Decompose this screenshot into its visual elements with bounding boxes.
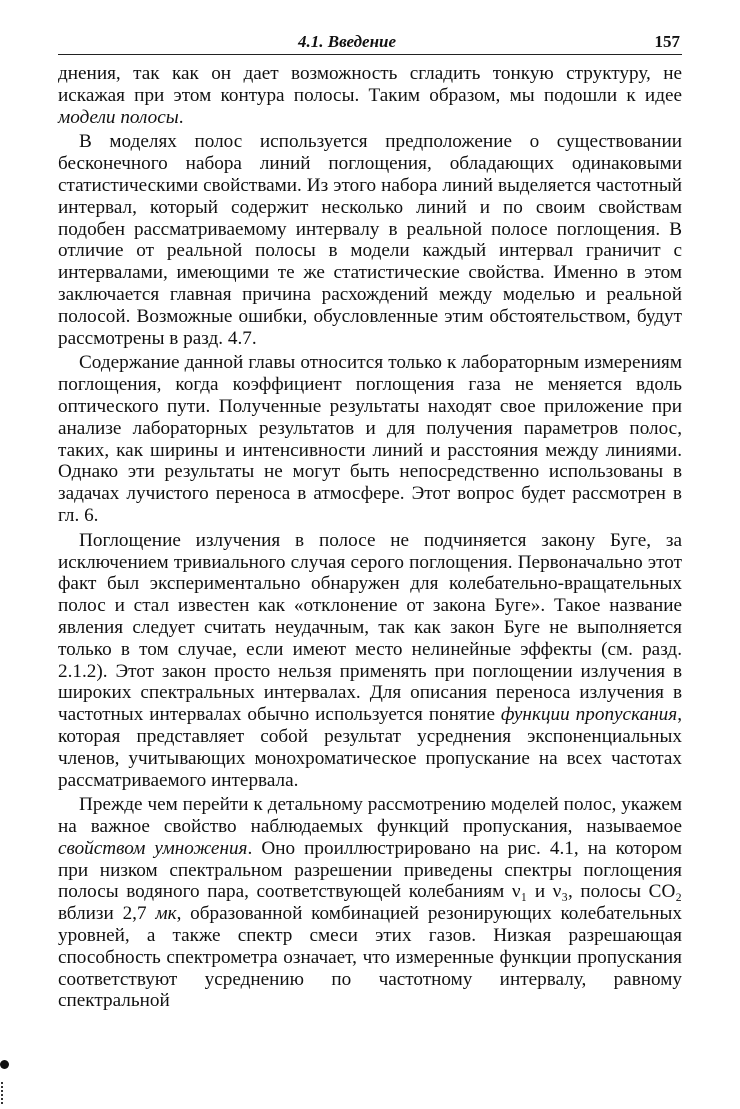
paragraph <box>58 794 682 1012</box>
italic-term: свойством умножения <box>58 837 248 859</box>
paragraph <box>58 530 682 792</box>
paragraph <box>58 352 682 526</box>
page-number: 157 <box>654 32 680 51</box>
text-run: , которая представляет собой результат усреднения экспоненциальных членов, учитывающих монохроматическое пропускание на всех частотах рассматриваемого интервала. <box>58 704 682 791</box>
section-title: 4.1. Введение <box>298 32 397 51</box>
body-text <box>58 63 682 1012</box>
text-run: Прежде чем перейти к детальному рассмотрению моделей полос, укажем на важное свойство наблюдаемых функций пропускания, называемое <box>58 794 682 838</box>
scan-edge-mark <box>1 1082 8 1104</box>
paragraph <box>58 131 682 349</box>
margin-dot <box>0 1060 9 1069</box>
text-run: днения, так как он дает возможность сгладить тонкую структуру, не искажая при этом контура полосы. Таким образом, мы подошли к идее <box>58 63 682 106</box>
book-page <box>58 30 682 1012</box>
text-run: . <box>178 106 184 128</box>
running-head <box>58 30 682 54</box>
header-rule <box>58 54 682 55</box>
text-run: Поглощение излучения в полосе не подчиняется закону Буге, за исключением тривиального случая серого поглощения. Первоначально этот факт был экспериментально обнаружен для колебательно-вращательных полос и стал известен как «отклонение от закона Буге». Такое название явления следует считать неудачным, так как закон Буге не выполняется только в том случае, если имеют место нелинейные эффекты (см. разд. 2.1.2). Этот закон просто нельзя применять при поглощении излучения в широких спектральных интервалах. Для описания переноса излучения в частотных интервалах обычно используется понятие <box>58 529 682 726</box>
italic-term: мк <box>155 903 177 925</box>
text-run: , образованной комбинацией резонирующих колебательных уровней, а также спектр смеси этих газов. Низкая разрешающая способность спектрометра означает, что измеренные функции пропускания соответствуют усреднению по частотному интервалу, равному спектральной <box>58 903 682 1012</box>
text-run: . Оно проиллюстрировано на рис. 4.1, на котором при низком спектральном разрешении приведены спектры поглощения полосы водяного пара, соответствующей колебаниям ν₁ и ν₃, полосы CO₂ вблизи 2,7 <box>58 837 683 925</box>
text-run: Содержание данной главы относится только к лабораторным измерениям поглощения, когда коэффициент поглощения газа не меняется вдоль оптического пути. Полученные результаты находят свое приложение при анализе лабораторных результатов и для получения параметров полос, таких, как ширины и интенсивности линий и расстояния между линиями. Однако эти результаты не могут быть непосредственно использованы в задачах лучистого переноса в атмосфере. Этот вопрос будет рассмотрен в гл. 6. <box>58 352 682 526</box>
paragraph <box>58 63 682 128</box>
italic-term: модели полосы <box>58 106 179 128</box>
text-run: В моделях полос используется предположение о существовании бесконечного набора линий поглощения, обладающих одинаковыми статистическими свойствами. Из этого набора линий выделяется частотный интервал, который содержит несколько линий и по своим свойствам подобен рассматриваемому интервалу в реальной полосе поглощения. В отличие от реальной полосы в модели каждый интервал граничит с интервалами, имеющими те же статистические свойства. Именно в этом заключается главная причина расхождений между моделью и реальной полосой. Возможные ошибки, обусловленные этим обстоятельством, будут рассмотрены в разд. 4.7. <box>58 131 682 349</box>
italic-term: функции пропускания <box>500 704 678 726</box>
